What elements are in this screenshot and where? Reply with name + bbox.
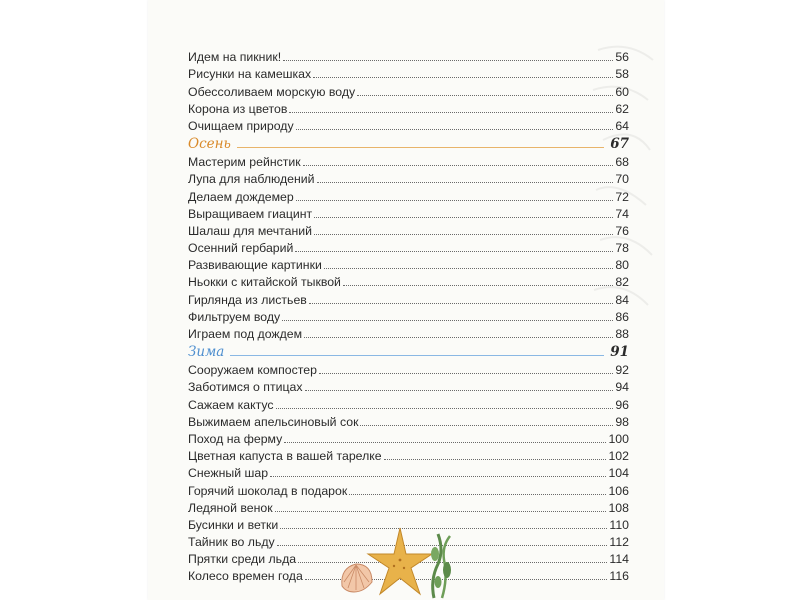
dot-leader bbox=[319, 373, 613, 374]
toc-entry[interactable] bbox=[188, 498, 629, 515]
toc-entry[interactable] bbox=[188, 446, 629, 463]
entry-page: 84 bbox=[615, 292, 629, 307]
dot-leader bbox=[296, 129, 614, 130]
entry-page: 94 bbox=[615, 380, 629, 395]
entry-title: Обессоливаем морскую воду bbox=[188, 84, 356, 99]
toc-entry[interactable] bbox=[188, 221, 629, 238]
dot-leader bbox=[296, 200, 614, 201]
entry-title: Сажаем кактус bbox=[188, 397, 274, 412]
toc-entry[interactable] bbox=[188, 186, 629, 203]
entry-page: 60 bbox=[615, 84, 629, 99]
entry-page: 82 bbox=[615, 275, 629, 290]
toc-entry[interactable] bbox=[188, 360, 629, 377]
entry-title: Ледяной венок bbox=[188, 500, 273, 515]
starfish-icon bbox=[368, 528, 432, 594]
entry-page: 114 bbox=[609, 552, 629, 567]
section-rule bbox=[230, 355, 604, 356]
seaweed-icon bbox=[431, 534, 451, 598]
dot-leader bbox=[324, 268, 613, 269]
toc-entry[interactable] bbox=[188, 238, 629, 255]
toc-entry[interactable] bbox=[188, 394, 629, 411]
section-title-winter: Зима bbox=[188, 344, 225, 360]
sea-decoration bbox=[334, 520, 464, 600]
toc-entry[interactable] bbox=[188, 324, 629, 341]
dot-leader bbox=[282, 320, 613, 321]
entry-page: 96 bbox=[615, 397, 629, 412]
entry-title: Гирлянда из листьев bbox=[188, 292, 307, 307]
dot-leader bbox=[314, 217, 613, 218]
section-page-winter: 91 bbox=[610, 344, 629, 360]
entry-title: Очищаем природу bbox=[188, 118, 294, 133]
entry-title: Развивающие картинки bbox=[188, 258, 322, 273]
entry-page: 100 bbox=[608, 431, 629, 446]
entry-title: Мастерим рейнстик bbox=[188, 155, 301, 170]
dot-leader bbox=[295, 251, 613, 252]
entry-title: Выжимаем апельсиновый сок bbox=[188, 414, 359, 429]
entry-title: Корона из цветов bbox=[188, 101, 288, 116]
toc-entry[interactable] bbox=[188, 81, 629, 98]
entry-title: Выращиваем гиацинт bbox=[188, 206, 313, 221]
entry-title: Заботимся о птицах bbox=[188, 380, 303, 395]
toc-entry[interactable] bbox=[188, 463, 629, 480]
entry-title: Прятки среди льда bbox=[188, 552, 297, 567]
entry-page: 104 bbox=[608, 466, 629, 481]
dot-leader bbox=[304, 337, 613, 338]
section-title-autumn: Осень bbox=[188, 135, 231, 152]
toc-entry[interactable] bbox=[188, 169, 629, 186]
entry-page: 88 bbox=[615, 327, 629, 341]
entry-title: Бусинки и ветки bbox=[188, 517, 279, 532]
autumn-entries bbox=[188, 152, 629, 341]
entry-title: Горячий шоколад в подарок bbox=[188, 483, 348, 498]
dot-leader bbox=[317, 182, 614, 183]
entry-page: 72 bbox=[615, 189, 629, 204]
toc-entry[interactable] bbox=[188, 99, 629, 116]
entry-page: 78 bbox=[615, 241, 629, 256]
entry-page: 64 bbox=[615, 118, 629, 133]
dot-leader bbox=[357, 95, 613, 96]
toc-entry[interactable] bbox=[188, 152, 629, 169]
dot-leader bbox=[276, 408, 614, 409]
entry-page: 68 bbox=[615, 155, 629, 170]
entry-page: 98 bbox=[615, 414, 629, 429]
entry-title: Сооружаем компостер bbox=[188, 363, 317, 378]
entry-title: Снежный шар bbox=[188, 466, 269, 481]
entry-page: 56 bbox=[615, 50, 629, 65]
entry-page: 116 bbox=[609, 569, 629, 584]
entry-title: Рисунки на камешках bbox=[188, 67, 312, 82]
dot-leader bbox=[270, 476, 606, 477]
section-rule bbox=[237, 147, 604, 148]
section-header-winter[interactable] bbox=[188, 341, 629, 360]
table-of-contents bbox=[188, 47, 629, 583]
entry-page: 102 bbox=[608, 449, 629, 464]
section-header-autumn[interactable] bbox=[188, 133, 629, 152]
toc-entry[interactable] bbox=[188, 412, 629, 429]
entry-page: 58 bbox=[615, 67, 629, 82]
toc-entry[interactable] bbox=[188, 64, 629, 81]
toc-entry[interactable] bbox=[188, 377, 629, 394]
entry-title: Фильтруем воду bbox=[188, 309, 281, 324]
seashell-icon bbox=[342, 564, 372, 592]
dot-leader bbox=[305, 390, 614, 391]
toc-entry[interactable] bbox=[188, 204, 629, 221]
entry-page: 108 bbox=[608, 500, 629, 515]
entry-title: Делаем дождемер bbox=[188, 189, 294, 204]
dot-leader bbox=[283, 60, 613, 61]
dot-leader bbox=[275, 511, 607, 512]
entry-title: Играем под дождем bbox=[188, 327, 303, 341]
entry-page: 80 bbox=[615, 258, 629, 273]
toc-entry[interactable] bbox=[188, 47, 629, 64]
entry-page: 74 bbox=[615, 206, 629, 221]
toc-entry[interactable] bbox=[188, 272, 629, 289]
dot-leader bbox=[284, 442, 606, 443]
toc-entry[interactable] bbox=[188, 307, 629, 324]
entry-title: Тайник во льду bbox=[188, 535, 275, 550]
entry-title: Осенний гербарий bbox=[188, 241, 294, 256]
dot-leader bbox=[313, 77, 613, 78]
dot-leader bbox=[303, 165, 614, 166]
dot-leader bbox=[314, 234, 613, 235]
entry-title: Колесо времен года bbox=[188, 569, 303, 584]
dot-leader bbox=[289, 112, 613, 113]
dot-leader bbox=[309, 303, 613, 304]
entry-page: 62 bbox=[615, 101, 629, 116]
dot-leader bbox=[384, 459, 607, 460]
entry-page: 76 bbox=[615, 223, 629, 238]
entry-page: 70 bbox=[615, 172, 629, 187]
dot-leader bbox=[349, 494, 606, 495]
section-page-autumn: 67 bbox=[610, 135, 629, 152]
toc-entry[interactable] bbox=[188, 255, 629, 272]
toc-entry[interactable] bbox=[188, 116, 629, 133]
entry-title: Поход на ферму bbox=[188, 431, 283, 446]
book-page bbox=[148, 0, 664, 600]
entry-title: Шалаш для мечтаний bbox=[188, 223, 312, 238]
entry-title: Идем на пикник! bbox=[188, 50, 282, 65]
entry-title: Ньокки с китайской тыквой bbox=[188, 275, 341, 290]
dot-leader bbox=[360, 425, 613, 426]
entry-title: Лупа для наблюдений bbox=[188, 172, 315, 187]
entry-page: 92 bbox=[615, 363, 629, 378]
summer-section-tail bbox=[188, 47, 629, 133]
entry-page: 112 bbox=[609, 535, 629, 550]
toc-entry[interactable] bbox=[188, 429, 629, 446]
toc-entry[interactable] bbox=[188, 480, 629, 497]
toc-entry[interactable] bbox=[188, 289, 629, 306]
entry-page: 86 bbox=[615, 309, 629, 324]
entry-page: 106 bbox=[608, 483, 629, 498]
dot-leader bbox=[343, 285, 613, 286]
entry-page: 110 bbox=[609, 517, 629, 532]
entry-title: Цветная капуста в вашей тарелке bbox=[188, 449, 382, 464]
